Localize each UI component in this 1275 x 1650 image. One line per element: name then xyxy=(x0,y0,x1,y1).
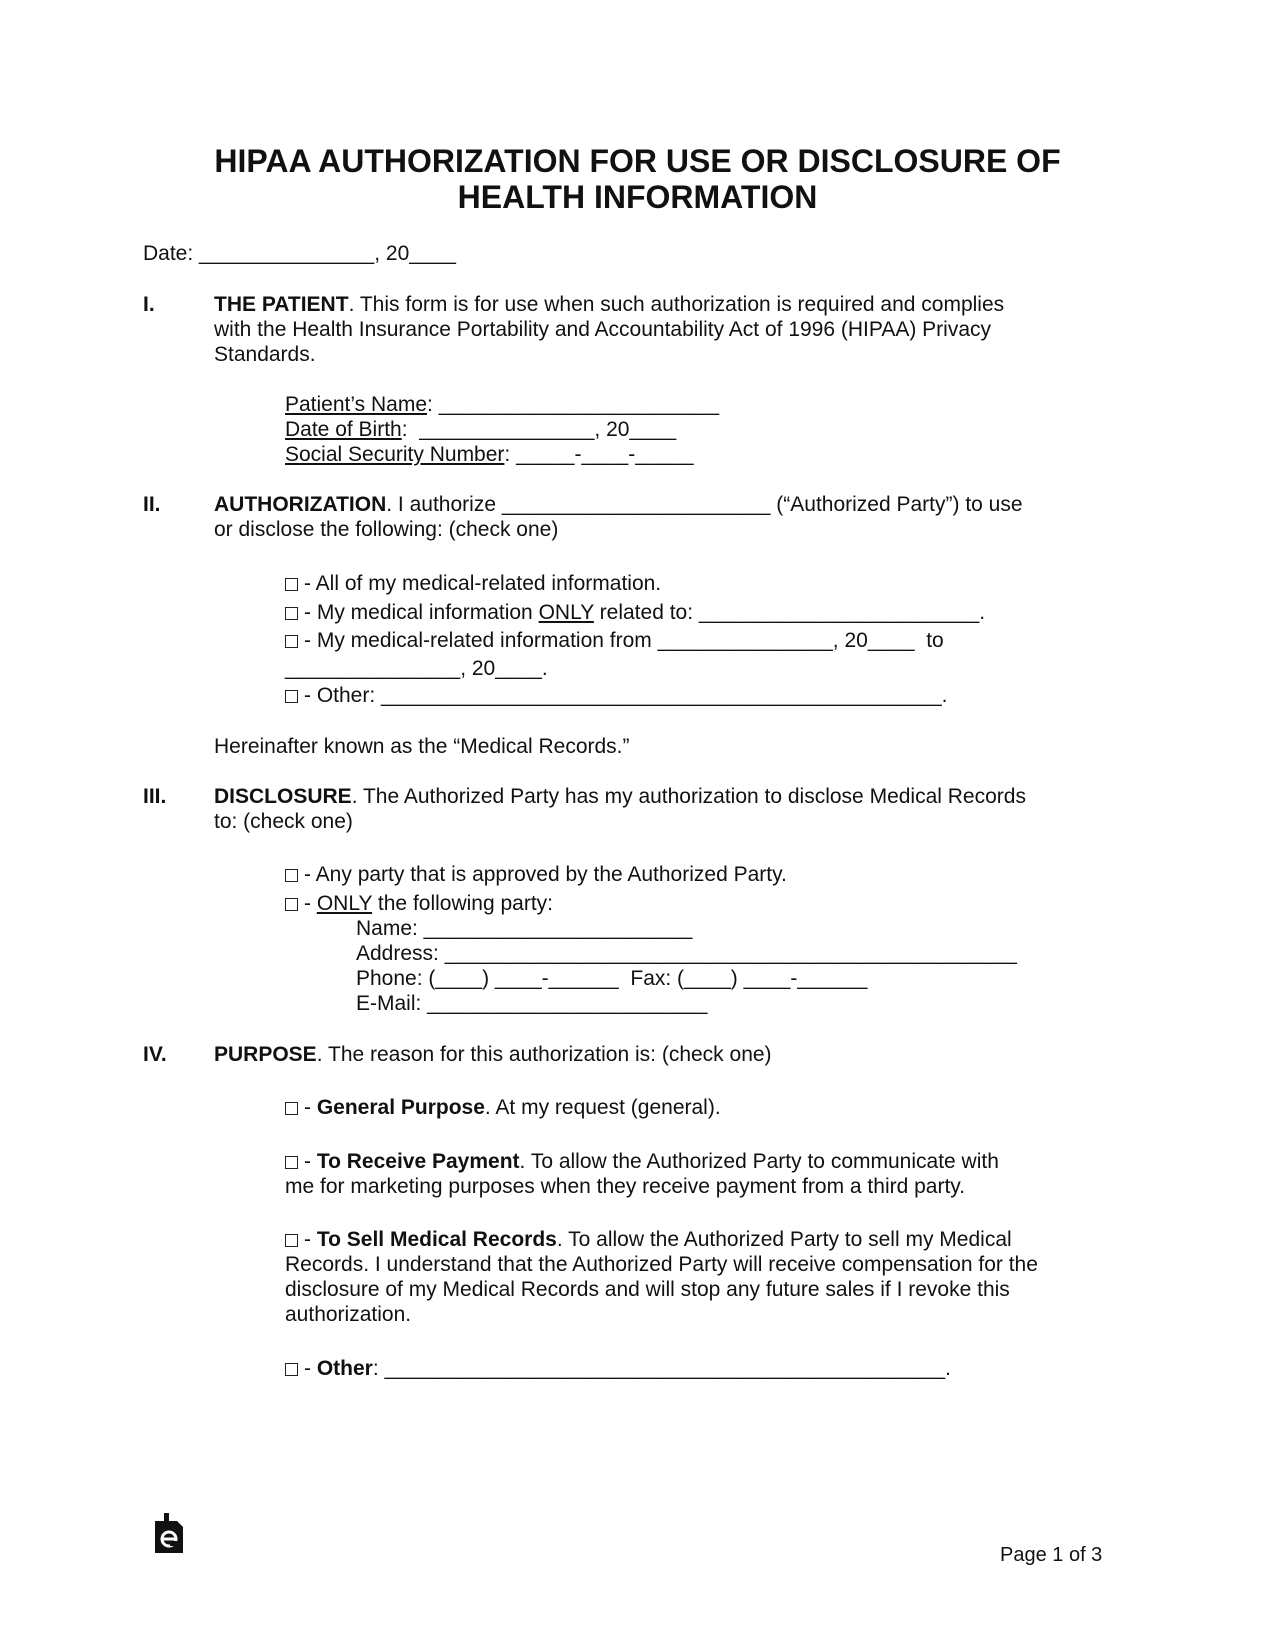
purpose-option-payment-line2: me for marketing purposes when they receive payment from a third party. xyxy=(285,1175,966,1198)
ssn-blank[interactable]: : _____-____-_____ xyxy=(504,443,694,466)
option-text: . To allow the Authorized Party to sell my Medical xyxy=(556,1228,1012,1251)
document-logo-icon xyxy=(155,1513,183,1553)
section-2-heading: AUTHORIZATION xyxy=(214,493,387,516)
date-of-birth-field[interactable] xyxy=(285,417,676,442)
document-title-line2: HEALTH INFORMATION xyxy=(457,179,818,215)
date-of-birth-label: Date of Birth xyxy=(285,418,402,441)
option-text: . To allow the Authorized Party to communicate with xyxy=(519,1150,999,1173)
section-1-heading: THE PATIENT xyxy=(214,293,349,316)
purpose-option-sell-line4: authorization. xyxy=(285,1303,412,1326)
section-2-number: II. xyxy=(143,493,161,516)
only-emphasis: ONLY xyxy=(316,892,373,915)
purpose-option-general[interactable]: - General Purpose. At my request (general). xyxy=(285,1095,721,1120)
checkbox[interactable] xyxy=(285,1234,298,1247)
section-3-line2: to: (check one) xyxy=(214,810,353,833)
patient-name-label: Patient’s Name xyxy=(285,393,428,416)
checkbox[interactable] xyxy=(285,690,298,703)
option-text: . At my request (general). xyxy=(484,1096,721,1119)
option-blank[interactable]: related to: ________________________. xyxy=(593,601,986,624)
option-label: - My medical information xyxy=(304,601,539,624)
option-label: - xyxy=(304,892,317,915)
section-1-text: . This form is for use when such authorization is required and complies xyxy=(348,293,1005,316)
section-2-text[interactable]: . I authorize _______________________ (“Authorized Party”) to use xyxy=(386,493,1023,516)
checkbox[interactable] xyxy=(285,898,298,911)
section-1-line2: with the Health Insurance Portability and Accountability Act of 1996 (HIPAA) Privacy xyxy=(214,318,991,341)
authorization-option-related[interactable] xyxy=(285,600,985,625)
checkbox[interactable] xyxy=(285,1363,298,1376)
purpose-option-sell[interactable]: - To Sell Medical Records. To allow the Authorized Party to sell my Medical xyxy=(285,1227,1012,1252)
purpose-option-sell-line3: disclosure of my Medical Records and will stop any future sales if I revoke this xyxy=(285,1278,1010,1301)
ssn-label: Social Security Number xyxy=(285,443,505,466)
option-blank[interactable]: : ________________________________________________. xyxy=(372,1357,951,1380)
option-heading: Other xyxy=(316,1357,373,1380)
disclosure-option-only[interactable] xyxy=(285,891,553,916)
date-line[interactable]: Date: _______________, 20____ xyxy=(143,242,456,265)
option-label: - All of my medical-related information. xyxy=(304,572,662,595)
section-3-line1 xyxy=(214,784,1026,809)
purpose-option-sell-line2: Records. I understand that the Authorized Party will receive compensation for the xyxy=(285,1253,1038,1276)
section-2-line2: or disclose the following: (check one) xyxy=(214,518,559,541)
date-of-birth-blank[interactable]: : _______________, 20____ xyxy=(401,418,677,441)
option-label: - Any party that is approved by the Authorized Party. xyxy=(304,863,787,886)
section-3-heading: DISCLOSURE xyxy=(214,785,352,808)
option-heading: To Receive Payment xyxy=(316,1150,520,1173)
checkbox[interactable] xyxy=(285,869,298,882)
medical-records-definition: Hereinafter known as the “Medical Records.” xyxy=(214,735,630,758)
checkbox[interactable] xyxy=(285,635,298,648)
party-address-field[interactable]: Address: _________________________________________________ xyxy=(356,942,1017,965)
authorization-option-other[interactable] xyxy=(285,683,947,708)
section-4-number: IV. xyxy=(143,1043,167,1066)
section-2-line1[interactable] xyxy=(214,492,1023,517)
section-1-line3: Standards. xyxy=(214,343,316,366)
party-name-field[interactable]: Name: _______________________ xyxy=(356,917,693,940)
disclosure-option-any[interactable] xyxy=(285,862,787,887)
ssn-field[interactable] xyxy=(285,442,694,467)
patient-name-field[interactable] xyxy=(285,392,719,417)
purpose-option-payment[interactable]: - To Receive Payment. To allow the Authorized Party to communicate with xyxy=(285,1149,999,1174)
authorization-option-all[interactable] xyxy=(285,571,661,596)
option-label: the following party: xyxy=(372,892,554,915)
section-1-number: I. xyxy=(143,293,155,316)
section-4-heading: PURPOSE xyxy=(214,1043,317,1066)
party-email-field[interactable]: E-Mail: ________________________ xyxy=(356,992,708,1015)
only-emphasis: ONLY xyxy=(538,601,594,624)
checkbox[interactable] xyxy=(285,607,298,620)
section-4-line1 xyxy=(214,1042,772,1067)
section-1-line1 xyxy=(214,292,1004,317)
section-3-text: . The Authorized Party has my authorization to disclose Medical Records xyxy=(351,785,1026,808)
checkbox[interactable] xyxy=(285,1102,298,1115)
checkbox[interactable] xyxy=(285,578,298,591)
option-blank[interactable]: - Other: ________________________________________________. xyxy=(304,684,948,707)
party-phone-fax-field[interactable]: Phone: (____) ____-______ Fax: (____) ____-______ xyxy=(356,967,868,990)
page-number: Page 1 of 3 xyxy=(1000,1544,1103,1566)
patient-name-blank[interactable]: : ________________________ xyxy=(427,393,720,416)
section-3-number: III. xyxy=(143,785,167,808)
section-4-text: . The reason for this authorization is: (check one) xyxy=(316,1043,772,1066)
document-title-line1: HIPAA AUTHORIZATION FOR USE OR DISCLOSURE OF xyxy=(214,143,1061,179)
option-heading: To Sell Medical Records xyxy=(316,1228,557,1251)
option-label[interactable]: - My medical-related information from _______________, 20____ to xyxy=(304,629,944,652)
option-heading: General Purpose xyxy=(316,1096,485,1119)
authorization-option-date-range[interactable] xyxy=(285,628,944,653)
purpose-option-other[interactable]: - Other: ________________________________________________. xyxy=(285,1356,951,1381)
checkbox[interactable] xyxy=(285,1156,298,1169)
authorization-option-date-range-cont[interactable]: _______________, 20____. xyxy=(285,657,548,680)
